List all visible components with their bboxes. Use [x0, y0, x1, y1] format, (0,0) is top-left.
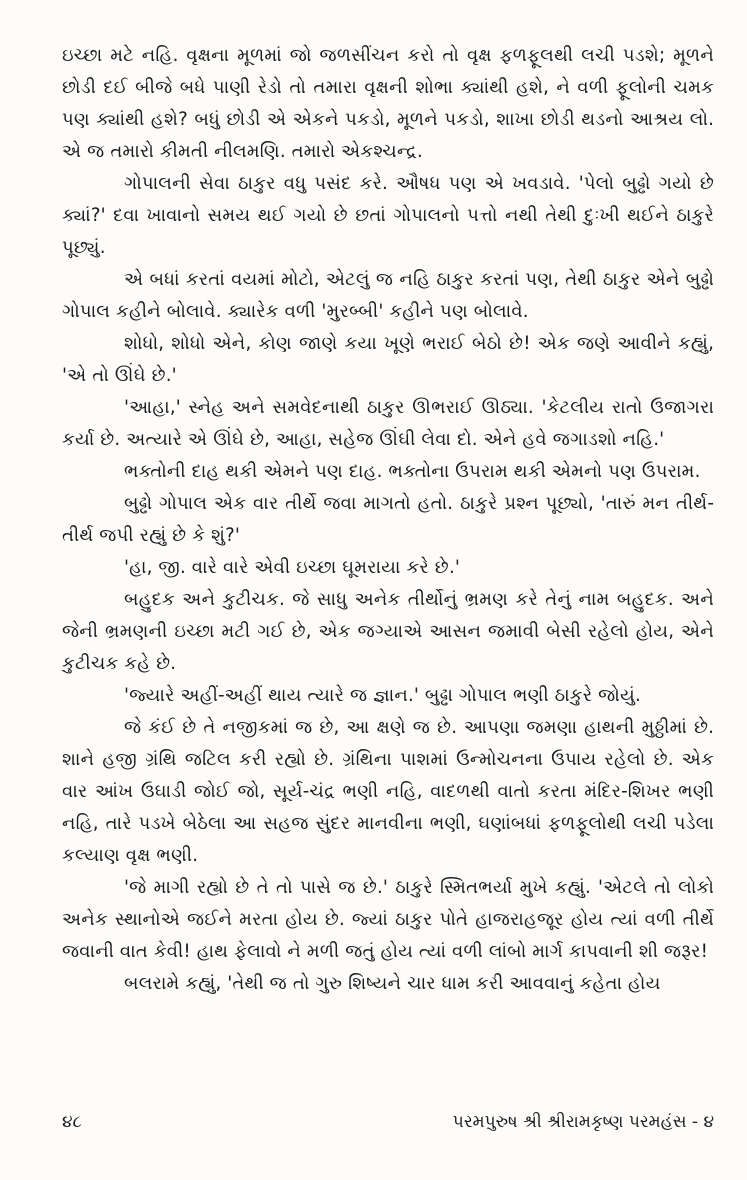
page-number: ૪૮: [62, 1112, 82, 1132]
paragraph: 'જ્યારે અહીં-અહીં થાય ત્યારે જ જ્ઞાન.' બુઢ્ઢા ગોપાલ ભણી ઠાકુરે જોયું.: [124, 685, 641, 706]
paragraph: ઇચ્છા મટે નહિ. વૃક્ષના મૂળમાં જો જળસીંચન કરો તો વૃક્ષ ફળફૂલથી લચી પડશે; મૂળને છોડી દઈ બીજે બધે પાણી રેડો તો તમારા વૃક્ષની શોભા ક્યાંથી હશે, ને વળી ફૂલોની ચમક પણ ક્યાંથી હશે? બધું છોડી એ એકને પકડો, મૂળને પકડો, શાખા છોડી થડનો આશ્રય લો. એ જ તમારો કીમતી નીલમણિ. તમારો એકશ્ચન્દ્ર.: [62, 45, 714, 162]
paragraph: બહુદક અને કુટીચક. જે સાધુ અનેક તીર્થોનું ભ્રમણ કરે તેનું નામ બહુદક. અને જેની ભ્રમણની ઇચ્છા મટી ગઈ છે, એક જગ્યાએ આસન જમાવી બેસી રહેલો હોય, એને કુટીચક કહે છે.: [62, 589, 714, 674]
body-text: [62, 40, 714, 1000]
paragraph: બુઢ્ઢો ગોપાલ એક વાર તીર્થે જવા માગતો હતો. ઠાકુરે પ્રશ્ન પૂછ્યો, 'તારું મન તીર્થ-તીર્થ જપી રહ્યું છે કે શું?': [62, 493, 714, 546]
page-footer: [62, 1112, 714, 1144]
paragraph: ભક્તોની દાહ થકી એમને પણ દાહ. ભક્તોના ઉપરામ થકી એમનો પણ ઉપરામ.: [124, 461, 701, 482]
paragraph: શોધો, શોધો એને, કોણ જાણે કયા ખૂણે ભરાઈ બેઠો છે! એક જણે આવીને કહ્યું, 'એ તો ઊંઘે છે.': [62, 333, 714, 386]
running-title: પરમપુરુષ શ્રી શ્રીરામકૃષ્ણ પરમહંસ - ૪: [452, 1112, 714, 1132]
paragraph: 'આહા,' સ્નેહ અને સમવેદનાથી ઠાકુર ઊભરાઈ ઊઠ્યા. 'કેટલીય રાતો ઉજાગરા કર્યા છે. અત્યારે એ ઊંઘે છે, આહા, સહેજ ઊંઘી લેવા દો. એને હવે જગાડશો નહિ.': [62, 397, 714, 450]
paragraph: જે કંઈ છે તે નજીકમાં જ છે, આ ક્ષણે જ છે. આપણા જમણા હાથની મુઠ્ઠીમાં છે. શાને હજી ગ્રંથિ જટિલ કરી રહ્યો છે. ગ્રંથિના પાશમાં ઉન્મોચનના ઉપાય રહેલો છે. એક વાર આંખ ઉઘાડી જોઈ જો, સૂર્ય-ચંદ્ર ભણી નહિ, વાદળથી વાતો કરતા મંદિર-શિખર ભણી નહિ, તારે પડખે બેઠેલા આ સહજ સુંદર માનવીના ભણી, ઘણાંબધાં ફળફૂલોથી લચી પડેલા કલ્યાણ વૃક્ષ ભણી.: [62, 717, 714, 866]
paragraph: 'જે માગી રહ્યો છે તે તો પાસે જ છે.' ઠાકુરે સ્મિતભર્યા મુખે કહ્યું. 'એટલે તો લોકો અનેક સ્થાનોએ જઈને મરતા હોય છે. જ્યાં ઠાકુર પોતે હાજરાહજૂર હોય ત્યાં વળી તીર્થે જવાની વાત કેવી! હાથ ફેલાવો ને મળી જતું હોય ત્યાં વળી લાંબો માર્ગ કાપવાની શી જરૂર!: [62, 877, 714, 962]
paragraph: બલરામે કહ્યું, 'તેથી જ તો ગુરુ શિષ્યને ચાર ધામ કરી આવવાનું કહેતા હોય: [124, 973, 661, 994]
paragraph: એ બધાં કરતાં વયમાં મોટો, એટલું જ નહિ ઠાકુર કરતાં પણ, તેથી ઠાકુર એને બુઢ્ઢો ગોપાલ કહીને બોલાવે. ક્યારેક વળી 'મુરબ્બી' કહીને પણ બોલાવે.: [62, 269, 714, 322]
paragraph: ગોપાલની સેવા ઠાકુર વધુ પસંદ કરે. ઔષધ પણ એ ખવડાવે. 'પેલો બુઢ્ઢો ગયો છે ક્યાં?' દવા ખાવાનો સમય થઈ ગયો છે છતાં ગોપાલનો પત્તો નથી તેથી દુઃખી થઈને ઠાકુરે પૂછ્યું.: [62, 173, 714, 258]
paragraph: 'હા, જી. વારે વારે એવી ઇચ્છા ઘૂમરાયા કરે છે.': [124, 557, 460, 578]
